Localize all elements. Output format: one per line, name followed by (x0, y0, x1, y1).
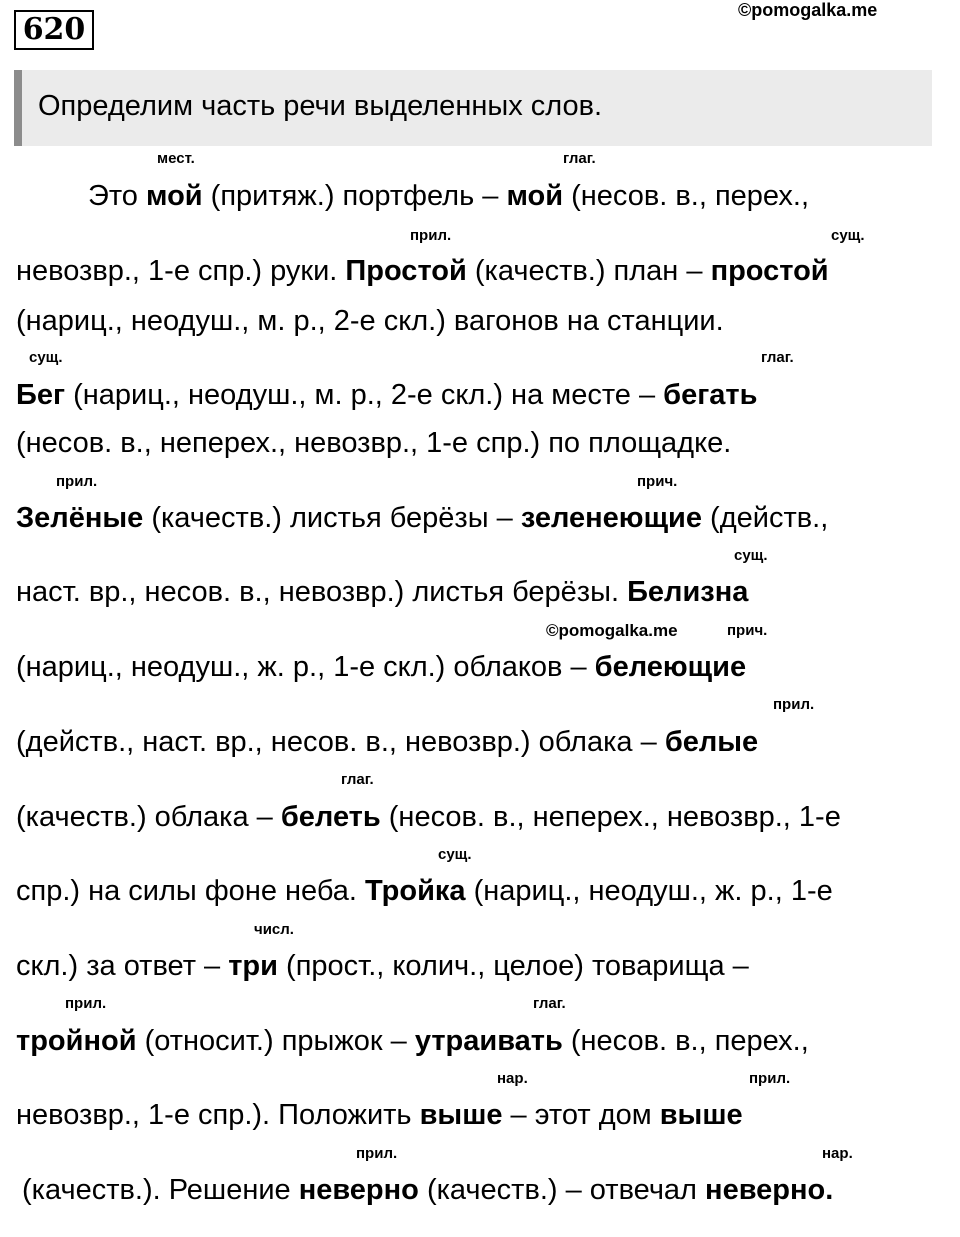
pos-label: прил. (56, 473, 98, 490)
text-line (16, 952, 749, 981)
pos-label: числ. (254, 921, 294, 938)
text-line (16, 578, 748, 607)
pos-label: глаг. (761, 349, 794, 366)
bold-word: утраивать (414, 1025, 563, 1057)
pos-label: мест. (157, 150, 195, 167)
bold-word: белеющие (594, 651, 747, 683)
text-line (16, 653, 746, 682)
text: – этот дом (502, 1099, 660, 1131)
text: (качеств.) листья берёзы – (143, 502, 521, 534)
bold-word: тройной (16, 1025, 137, 1057)
text-line (16, 803, 841, 832)
pos-label: прич. (637, 473, 678, 490)
text: (качеств.). Решение (22, 1174, 299, 1206)
text: (действ., (702, 502, 829, 534)
bold-word: выше (419, 1099, 503, 1131)
text: (прост., колич., целое) товарища – (277, 950, 749, 982)
task-text: Определим часть речи выделенных слов. (38, 90, 603, 122)
text-line (16, 429, 731, 458)
pos-label: прил. (749, 1070, 791, 1087)
pos-label: нар. (497, 1070, 528, 1087)
pos-label: прич. (727, 622, 768, 639)
text: невозвр., 1-е спр.). Положить (16, 1099, 420, 1131)
text: (качеств.) план – (466, 255, 711, 287)
pos-label: глаг. (533, 995, 566, 1012)
text: скл.) за ответ – (16, 950, 229, 982)
text: (нариц., неодуш., ж. р., 1-е скл.) облаков – (16, 651, 595, 683)
text: (качеств.) – отвечал (418, 1174, 706, 1206)
text-line (16, 257, 829, 286)
bold-word: зеленеющие (520, 502, 702, 534)
bold-word: выше (659, 1099, 743, 1131)
text-line (22, 1176, 833, 1205)
task-banner (14, 70, 932, 146)
pos-label: глаг. (563, 150, 596, 167)
text-line (16, 1027, 809, 1056)
pos-label: прил. (356, 1145, 398, 1162)
bold-word: Зелёные (16, 502, 144, 534)
bold-word: мой (146, 180, 203, 212)
text: (нариц., неодуш., м. р., 2-е скл.) на месте – (65, 379, 664, 411)
text: (нариц., неодуш., ж. р., 1-е (465, 875, 833, 907)
pos-label: глаг. (341, 771, 374, 788)
pos-label: прил. (773, 696, 815, 713)
text: (действ., наст. вр., несов. в., невозвр.) облака – (16, 726, 665, 758)
text-line (16, 877, 833, 906)
text: невозвр., 1-е спр.) руки. (16, 255, 346, 287)
text-line (16, 1101, 743, 1130)
text: спр.) на силы фоне неба. (16, 875, 366, 907)
watermark-middle: ©pomogalka.me (546, 621, 678, 640)
bold-word: белые (664, 726, 759, 758)
text: (несов. в., неперех., невозвр., 1-е спр.) по площадке. (16, 427, 732, 459)
text: наст. вр., несов. в., невозвр.) листья берёзы. (16, 576, 628, 608)
task-number: 620 (14, 10, 94, 50)
pos-label: сущ. (29, 349, 63, 366)
text: (притяж.) портфель – (202, 180, 507, 212)
text: (относит.) прыжок – (136, 1025, 415, 1057)
pos-label: сущ. (831, 227, 865, 244)
text-line (16, 504, 828, 533)
bold-word: мой (506, 180, 564, 212)
text-line (16, 728, 758, 757)
watermark-top: ©pomogalka.me (738, 0, 878, 20)
bold-word: Тройка (365, 875, 466, 907)
pos-label: нар. (822, 1145, 853, 1162)
bold-word: неверно. (705, 1174, 834, 1206)
text: (качеств.) облака – (16, 801, 281, 833)
text: (несов. в., перех., (563, 180, 810, 212)
bold-word: три (228, 950, 278, 982)
bold-word: Белизна (627, 576, 749, 608)
bold-word: неверно (298, 1174, 419, 1206)
text: Это (88, 180, 146, 212)
pos-label: сущ. (734, 547, 768, 564)
pos-label: прил. (410, 227, 452, 244)
pos-label: прил. (65, 995, 107, 1012)
bold-word: Бег (16, 379, 66, 411)
text: (нариц., неодуш., м. р., 2-е скл.) вагонов на станции. (16, 305, 724, 337)
pos-label: сущ. (438, 846, 472, 863)
text-line (16, 307, 724, 336)
text: (несов. в., перех., (562, 1025, 809, 1057)
text-line (16, 381, 757, 410)
text-line (88, 182, 809, 211)
bold-word: белеть (280, 801, 381, 833)
bold-word: бегать (663, 379, 758, 411)
text: (несов. в., неперех., невозвр., 1-е (380, 801, 841, 833)
bold-word: Простой (345, 255, 467, 287)
bold-word: простой (710, 255, 829, 287)
